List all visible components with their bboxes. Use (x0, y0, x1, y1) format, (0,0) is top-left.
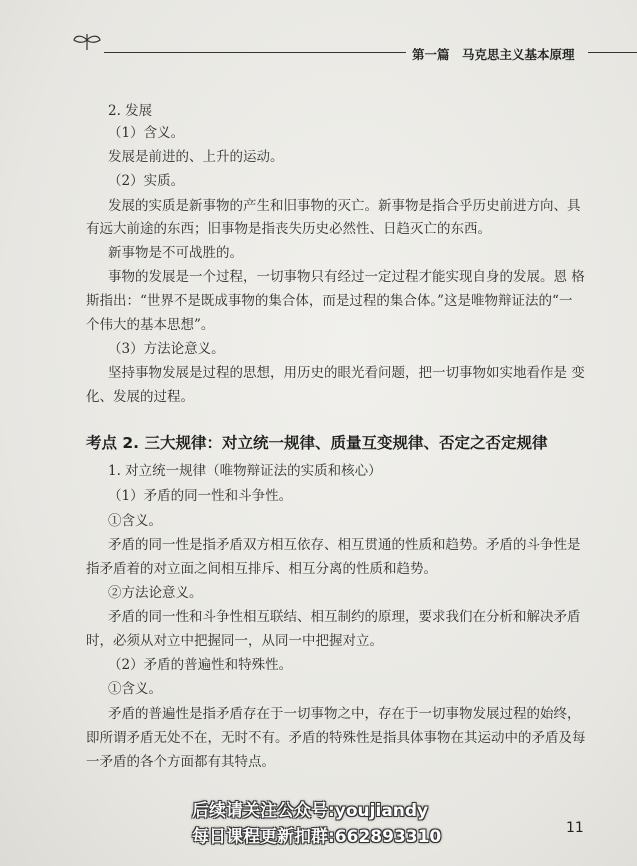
text-line: 有远大前途的东西；旧事物是指丧失历史必然性、日趋灭亡的东西。 (86, 221, 491, 237)
running-header-title: 第一篇 马克思主义基本原理 (412, 47, 575, 62)
text-line: ②方法论意义。 (108, 585, 203, 601)
text-line: （1）含义。 (108, 125, 185, 141)
text-line: 事物的发展是一个过程，一切事物只有经过一定过程才能实现自身的发展。恩 格 (108, 269, 585, 285)
text-line: ①含义。 (108, 513, 162, 529)
leaf-ornament-icon (72, 30, 102, 52)
text-line: 个伟大的基本思想”。 (86, 317, 215, 333)
watermark-line-2: 每日课程更新扣群:662893310 (192, 827, 442, 847)
text-line: 发展是前进的、上升的运动。 (108, 149, 284, 165)
text-line: 即所谓矛盾无处不在，无时不有。矛盾的特殊性是指具体事物在其运动中的矛盾及每 (86, 730, 586, 746)
text-line: 发展的实质是新事物的产生和旧事物的灭亡。新事物是指合乎历史前进方向、具 (108, 198, 581, 214)
section-heading: 考点 2. 三大规律：对立统一规律、质量互变规律、否定之否定规律 (86, 434, 548, 452)
text-line: 矛盾的普遍性是指矛盾存在于一切事物之中，存在于一切事物发展过程的始终， (108, 706, 581, 722)
text-line: 矛盾的同一性是指矛盾双方相互依存、相互贯通的性质和趋势。矛盾的斗争性是 (108, 537, 581, 553)
text-line: 一矛盾的各个方面都有其特点。 (86, 754, 275, 770)
page-number: 11 (566, 820, 584, 836)
text-line: ①含义。 (108, 681, 162, 697)
text-line: 新事物是不可战胜的。 (108, 245, 243, 261)
text-line: 斯指出：“世界不是既成事物的集合体，而是过程的集合体。”这是唯物辩证法的“一 (86, 293, 573, 309)
text-line: 坚持事物发展是过程的思想，用历史的眼光看问题，把一切事物如实地看作是 变 (108, 365, 585, 381)
text-line: 2. 发展 (108, 103, 153, 119)
header-rule-left (104, 52, 406, 53)
text-line: 时，必须从对立中把握同一，从同一中把握对立。 (86, 633, 383, 649)
text-line: （2）矛盾的普遍性和特殊性。 (108, 657, 293, 673)
header-rule-right (588, 52, 637, 53)
text-line: （1）矛盾的同一性和斗争性。 (108, 488, 293, 504)
text-line: （3）方法论意义。 (108, 341, 225, 357)
text-line: 指矛盾着的对立面之间相互排斥、相互分离的性质和趋势。 (86, 561, 437, 577)
text-line: （2）实质。 (108, 173, 185, 189)
text-line: 化、发展的过程。 (86, 389, 194, 405)
watermark-line-1: 后续请关注公众号:youjiandy (192, 801, 429, 821)
text-line: 矛盾的同一性和斗争性相互联结、相互制约的原理，要求我们在分析和解决矛盾 (108, 609, 581, 625)
text-line: 1. 对立统一规律（唯物辩证法的实质和核心） (108, 463, 382, 479)
